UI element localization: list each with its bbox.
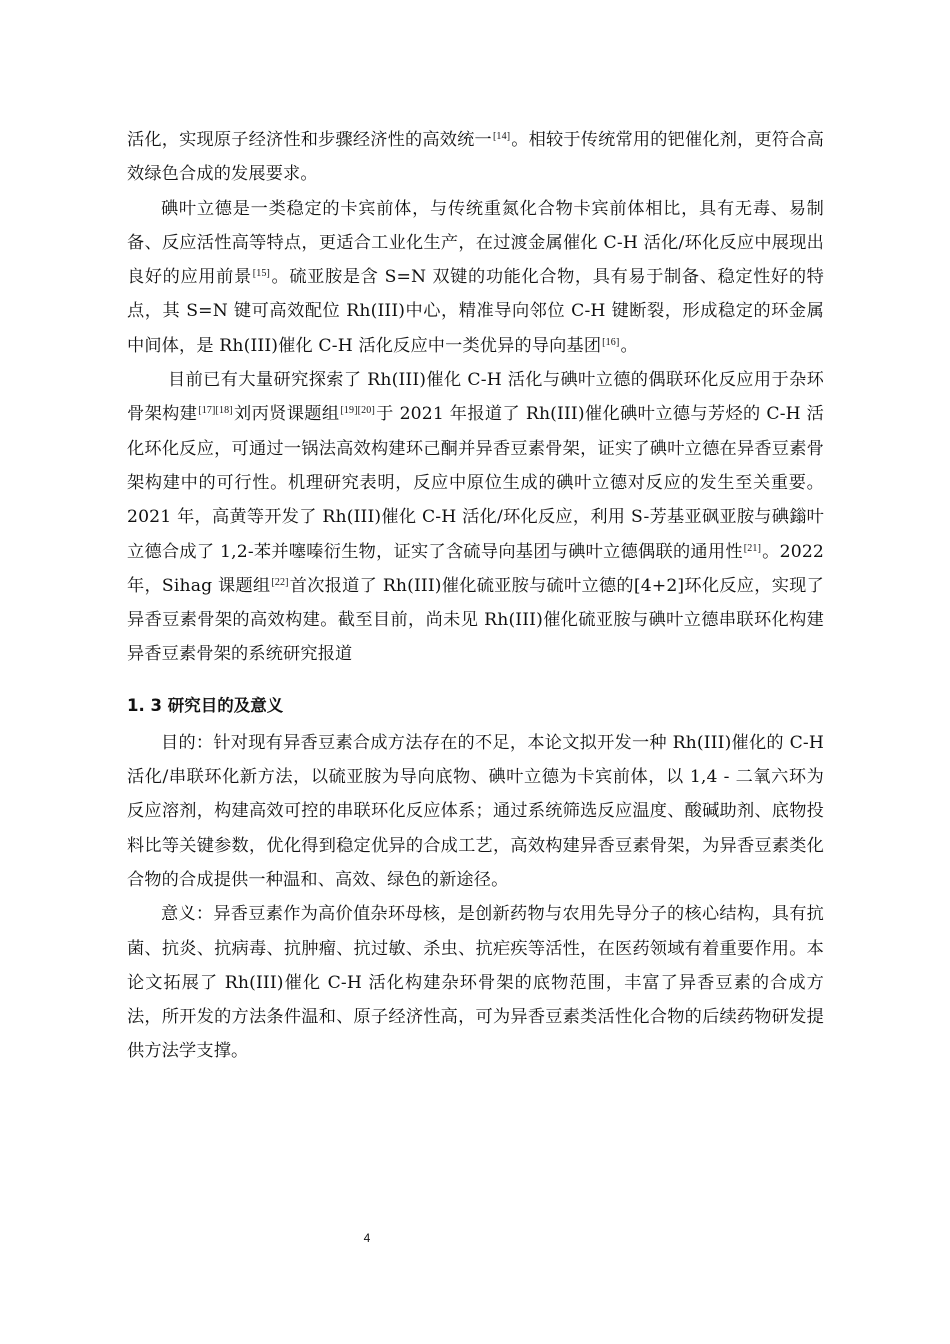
- text-segment: 意义：异香豆素作为高价值杂环母核，是创新药物与农用先导分子的核心结构，具有抗菌、抗炎、抗病毒、抗肿瘤、抗过敏、杀虫、抗疟疾等活性，在医药领域有着重要作用。本论文拓展了 Rh(III)催化 C-H 活化构建杂环骨架的底物范围，丰富了异香豆素的合成方法，所开发的方法条件温和、原子经济性高，可为异香豆素类活性化合物的后续药物研发提供方法学支撑。: [127, 904, 824, 1062]
- document-body: [127, 123, 824, 1069]
- text-segment: 。硫亚胺是含 S=N 双键的功能化合物，具有易于制备、稳定性好的特点，其 S=N 键可高效配位 Rh(III)中心，精准导向邻位 C-H 键断裂，形成稳定的环金属中间体，是 Rh(III)催化 C-H 活化反应中一类优异的导向基团: [127, 267, 824, 356]
- text-segment: 刘丙贤课题组: [233, 404, 340, 425]
- citation-marker: [17][18]: [198, 405, 233, 417]
- citation-marker: [14]: [492, 131, 511, 142]
- text-segment: 首次报道了 Rh(III)催化硫亚胺与硫叶立德的[4+2]环化反应，实现了异香豆素骨架的高效构建。截至目前，尚未见 Rh(III)催化硫亚胺与碘叶立德串联环化构建异香豆素骨架的系统研究报道: [127, 575, 824, 665]
- citation-marker: [16]: [602, 336, 620, 348]
- paragraph-purpose: [127, 726, 824, 897]
- text-segment: 目的：针对现有异香豆素合成方法存在的不足，本论文拟开发一种 Rh(III)催化的 C-H 活化/串联环化新方法，以硫亚胺为导向底物、碘叶立德为卡宾前体，以 1,4 - 二氧六环为反应溶剂，构建高效可控的串联环化反应体系；通过系统筛选反应温度、酸碱助剂、底物投料比等关键参数，优化得到稳定优异的合成工艺，高效构建异香豆素骨架，为异香豆素类化合物的合成提供一种温和、高效、绿色的新途径。: [127, 732, 824, 890]
- paragraph-2: [127, 192, 824, 363]
- text-segment: 于 2021 年报道了 Rh(III)催化碘叶立德与芳烃的 C-H 活化环化反应，可通过一锅法高效构建环己酮并异香豆素骨架，证实了碘叶立德在异香豆素骨架构建中的可行性。机理研究表明，反应中原位生成的碘叶立德对反应的发生至关重要。2021 年，高黄等开发了 Rh(III)催化 C-H 活化/环化反应，利用 S-芳基亚砜亚胺与碘鎓叶立德合成了 1,2-苯并噻嗪衍生物，证实了含硫导向基团与碘叶立德偶联的通用性: [127, 404, 824, 562]
- paragraph-1: [127, 123, 824, 192]
- page-number: 4: [363, 1231, 371, 1245]
- paragraph-3: [127, 363, 824, 672]
- citation-marker: [22]: [271, 576, 289, 588]
- text-segment: 碘叶立德是一类稳定的卡宾前体，与传统重氮化合物卡宾前体相比，具有无毒、易制备、反应活性高等特点，更适合工业化生产，在过渡金属催化 C-H 活化/环化反应中展现出良好的应用前景: [127, 198, 824, 288]
- text-segment: 目前已有大量研究探索了 Rh(III)催化 C-H 活化与碘叶立德的偶联环化反应用于杂环骨架构建: [127, 370, 824, 425]
- spacer: [127, 718, 824, 726]
- text-segment: 。相较于传统常用的钯催化剂，更符合高效绿色合成的发展要求。: [127, 130, 825, 185]
- paragraph-significance: [127, 897, 824, 1068]
- text-segment: 。2022 年，Sihag 课题组: [127, 541, 824, 596]
- citation-marker: [19][20]: [340, 405, 375, 417]
- citation-marker: [15]: [252, 268, 271, 280]
- spacer: [127, 672, 824, 694]
- citation-marker: [21]: [743, 542, 762, 554]
- section-heading: 1. 3 研究目的及意义: [127, 695, 284, 715]
- text-segment: 活化，实现原子经济性和步骤经济性的高效统一: [127, 130, 492, 150]
- text-segment: 。: [620, 335, 638, 356]
